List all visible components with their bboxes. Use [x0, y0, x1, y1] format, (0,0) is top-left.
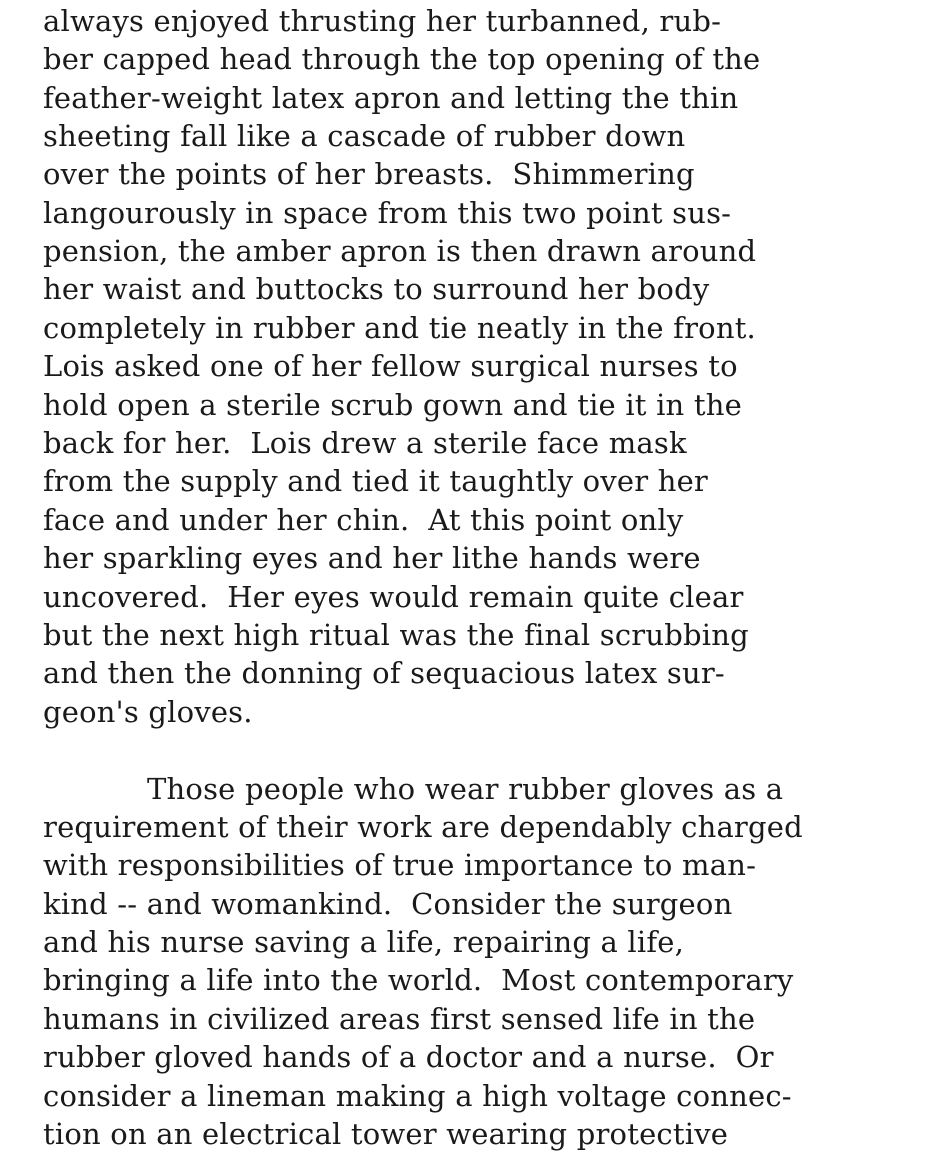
- text-line: kind -- and womankind. Consider the surgeon: [43, 887, 733, 921]
- text-line: consider a lineman making a high voltage connec-: [43, 1079, 792, 1113]
- text-line: sheeting fall like a cascade of rubber down: [43, 119, 686, 153]
- text-line: her waist and buttocks to surround her body: [43, 272, 710, 306]
- text-line: Lois asked one of her fellow surgical nurses to: [43, 349, 738, 383]
- text-line: hold open a sterile scrub gown and tie it in the: [43, 388, 742, 422]
- text-line: from the supply and tied it taughtly over her: [43, 464, 708, 498]
- text-line: tion on an electrical tower wearing protective: [43, 1117, 729, 1151]
- text-line: geon's gloves.: [43, 695, 253, 729]
- text-line: langourously in space from this two point sus-: [43, 196, 732, 230]
- text-line: but the next high ritual was the final scrubbing: [43, 618, 749, 652]
- text-line: uncovered. Her eyes would remain quite clear: [43, 580, 744, 614]
- text-line: and then the donning of sequacious latex sur-: [43, 656, 725, 690]
- text-line: her sparkling eyes and her lithe hands were: [43, 541, 701, 575]
- text-line: always enjoyed thrusting her turbanned, rub-: [43, 4, 722, 38]
- text-line: back for her. Lois drew a sterile face mask: [43, 426, 687, 460]
- text-line: humans in civilized areas first sensed life in the: [43, 1002, 756, 1036]
- text-line: over the points of her breasts. Shimmering: [43, 157, 695, 191]
- text-line: feather-weight latex apron and letting the thin: [43, 81, 739, 115]
- text-line: with responsibilities of true importance to man-: [43, 848, 757, 882]
- text-line: pension, the amber apron is then drawn around: [43, 234, 757, 268]
- text-line: rubber gloved hands of a doctor and a nurse. Or: [43, 1040, 774, 1074]
- text-line: ber capped head through the top opening of the: [43, 42, 761, 76]
- paragraph-first-line: Those people who wear rubber gloves as a: [147, 772, 784, 806]
- text-line: requirement of their work are dependably charged: [43, 810, 803, 844]
- text-line: bringing a life into the world. Most contemporary: [43, 963, 794, 997]
- text-line: and his nurse saving a life, repairing a life,: [43, 925, 685, 959]
- text-line: completely in rubber and tie neatly in the front.: [43, 311, 756, 345]
- text-line: face and under her chin. At this point only: [43, 503, 684, 537]
